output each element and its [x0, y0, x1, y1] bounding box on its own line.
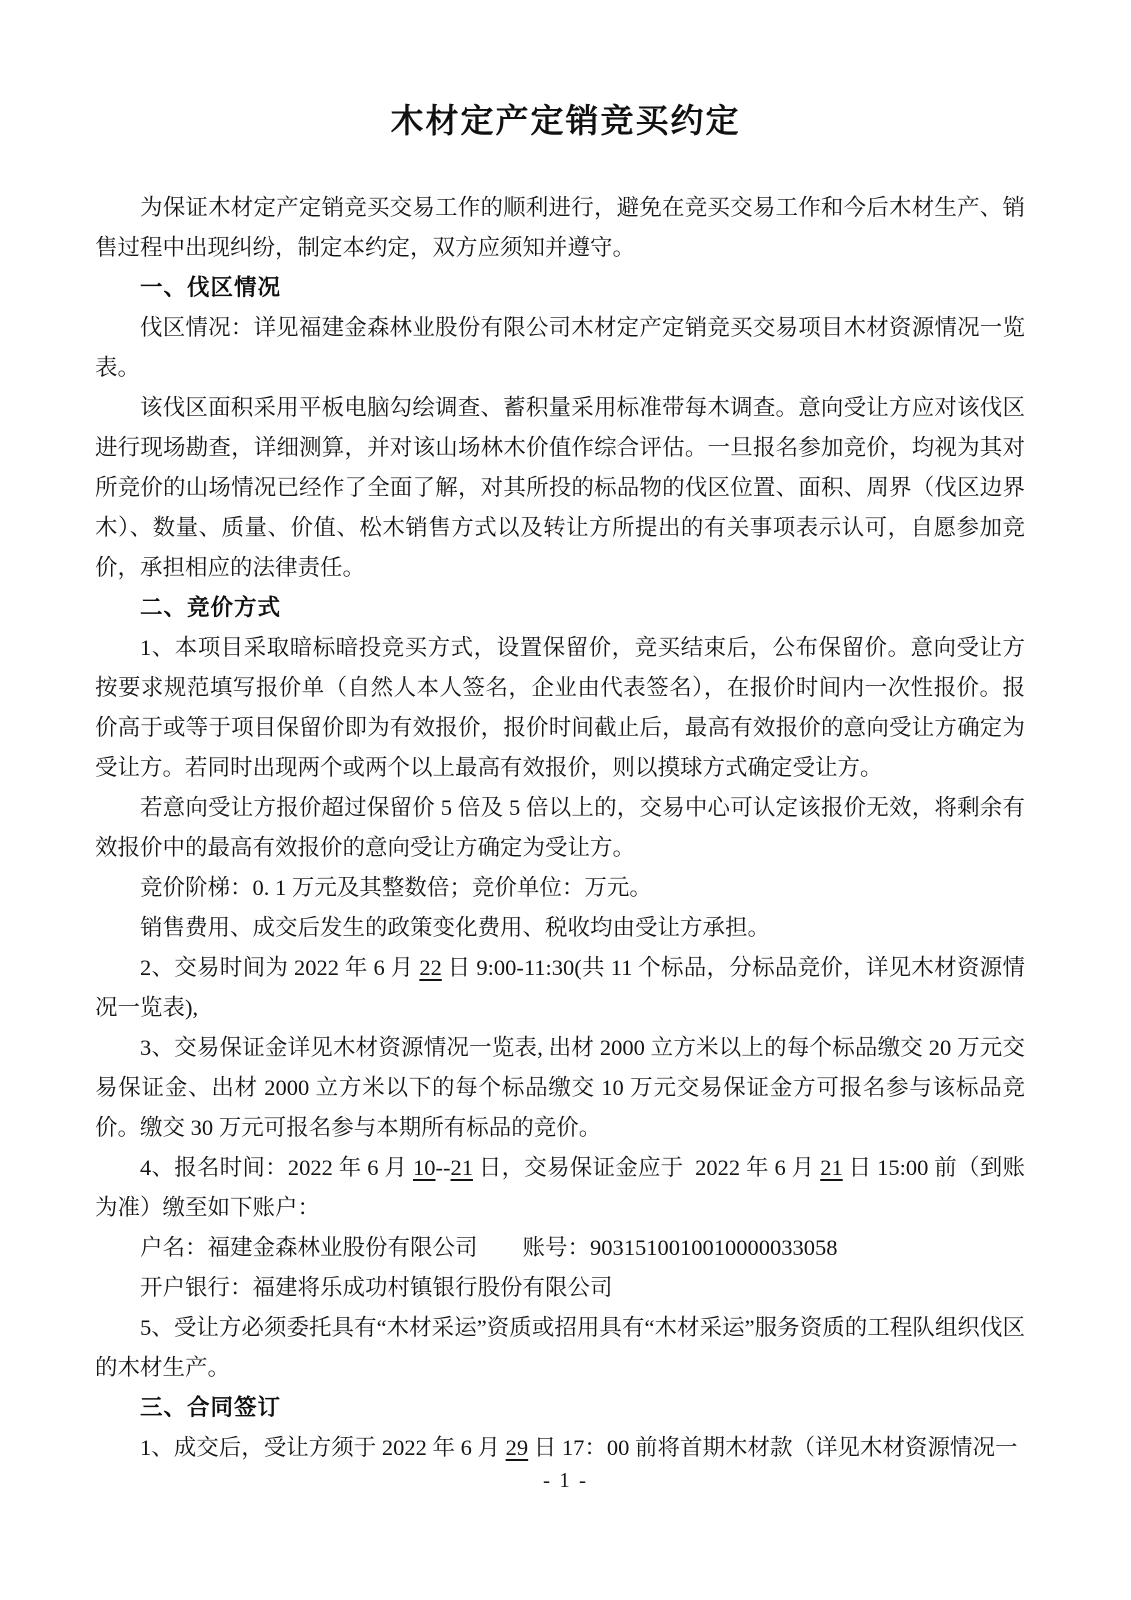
underlined-date: 21: [450, 1155, 473, 1180]
paragraph: [95, 908, 1025, 948]
text-run: 日，交易保证金应于 2022 年 6 月: [472, 1155, 821, 1180]
text-run: 竞价阶梯：0. 1 万元及其整数倍；竞价单位：万元。: [140, 875, 652, 900]
underlined-date: 22: [419, 955, 442, 980]
paragraph: [95, 868, 1025, 908]
document-title: 木材定产定销竞买约定: [390, 102, 741, 139]
text-run: 为保证木材定产定销竞买交易工作的顺利进行，避免在竞买交易工作和今后木材生产、销售过程中出现纠纷，制定本约定，双方应须知并遵守。: [95, 195, 1025, 260]
section-heading: [95, 268, 1025, 308]
text-run: 二、竞价方式: [140, 595, 282, 620]
page-number: - 1 -: [543, 1468, 588, 1492]
text-run: 户名：福建金森林业股份有限公司 账号：9031510010010000033058: [140, 1235, 838, 1260]
text-run: 该伐区面积采用平板电脑勾绘调查、蓄积量采用标准带每木调查。意向受让方应对该伐区进行现场勘查，详细测算，并对该山场林木价值作综合评估。一旦报名参加竞价，均视为其对所竞价的山场情况已经作了全面了解，对其所投的标品物的伐区位置、面积、周界（伐区边界木）、数量、质量、价值、松木销售方式以及转让方所提出的有关事项表示认可，自愿参加竞价，承担相应的法律责任。: [95, 395, 1025, 580]
text-run: 伐区情况：详见福建金森林业股份有限公司木材定产定销竞买交易项目木材资源情况一览表。: [95, 315, 1025, 380]
text-run: 若意向受让方报价超过保留价 5 倍及 5 倍以上的，交易中心可认定该报价无效，将剩余有效报价中的最高有效报价的意向受让方确定为受让方。: [95, 795, 1025, 860]
paragraph: [95, 1428, 1025, 1468]
text-run: --: [435, 1155, 451, 1180]
paragraph: [95, 1028, 1025, 1148]
text-run: 日 15:00 前（到账为准）缴至如下账户：: [95, 1155, 1025, 1220]
text-run: 2、交易时间为 2022 年 6 月: [140, 955, 420, 980]
paragraph: [95, 628, 1025, 788]
paragraph: [95, 308, 1025, 388]
paragraph: [95, 188, 1025, 268]
text-run: 5、受让方必须委托具有“木材采运”资质或招用具有“木材采运”服务资质的工程队组织伐区的木材生产。: [95, 1315, 1025, 1380]
text-run: 三、合同签订: [140, 1395, 282, 1420]
text-run: 日 9:00-11:30(共 11 个标品，分标品竞价，详见木材资源情况一览表),: [95, 955, 1025, 1020]
paragraph: [95, 1268, 1025, 1308]
underlined-date: 29: [505, 1435, 529, 1460]
text-run: 3、交易保证金详见木材资源情况一览表, 出材 2000 立方米以上的每个标品缴交 20 万元交易保证金、出材 2000 立方米以下的每个标品缴交 10 万元交易保证金方可报名参与该标品竞价。缴交 30 万元可报名参与本期所有标品的竞价。: [95, 1035, 1025, 1140]
underlined-date: 21: [820, 1155, 843, 1180]
paragraph: [95, 1148, 1025, 1228]
text-run: 开户银行：福建将乐成功村镇银行股份有限公司: [140, 1275, 613, 1300]
text-run: 日 17：00 前将首期木材款（详见木材资源情况一: [528, 1435, 1018, 1460]
text-run: 1、本项目采取暗标暗投竞买方式，设置保留价，竞买结束后，公布保留价。意向受让方按要求规范填写报价单（自然人本人签名，企业由代表签名），在报价时间内一次性报价。报价高于或等于项目保留价即为有效报价，报价时间截止后，最高有效报价的意向受让方确定为受让方。若同时出现两个或两个以上最高有效报价，则以摸球方式确定受让方。: [95, 635, 1025, 780]
paragraph: [95, 948, 1025, 1028]
paragraph: [95, 788, 1025, 868]
underlined-date: 10: [412, 1155, 436, 1180]
text-run: 4、报名时间：2022 年 6 月: [140, 1155, 413, 1180]
text-run: 销售费用、成交后发生的政策变化费用、税收均由受让方承担。: [140, 915, 771, 940]
section-heading: [95, 1388, 1025, 1428]
text-run: 一、伐区情况: [140, 275, 282, 300]
section-heading: [95, 588, 1025, 628]
paragraph: [95, 1308, 1025, 1388]
paragraph: [95, 388, 1025, 588]
paragraph: [95, 1228, 1025, 1268]
text-run: 1、成交后，受让方须于 2022 年 6 月: [140, 1435, 506, 1460]
document-body: [95, 188, 1025, 1468]
